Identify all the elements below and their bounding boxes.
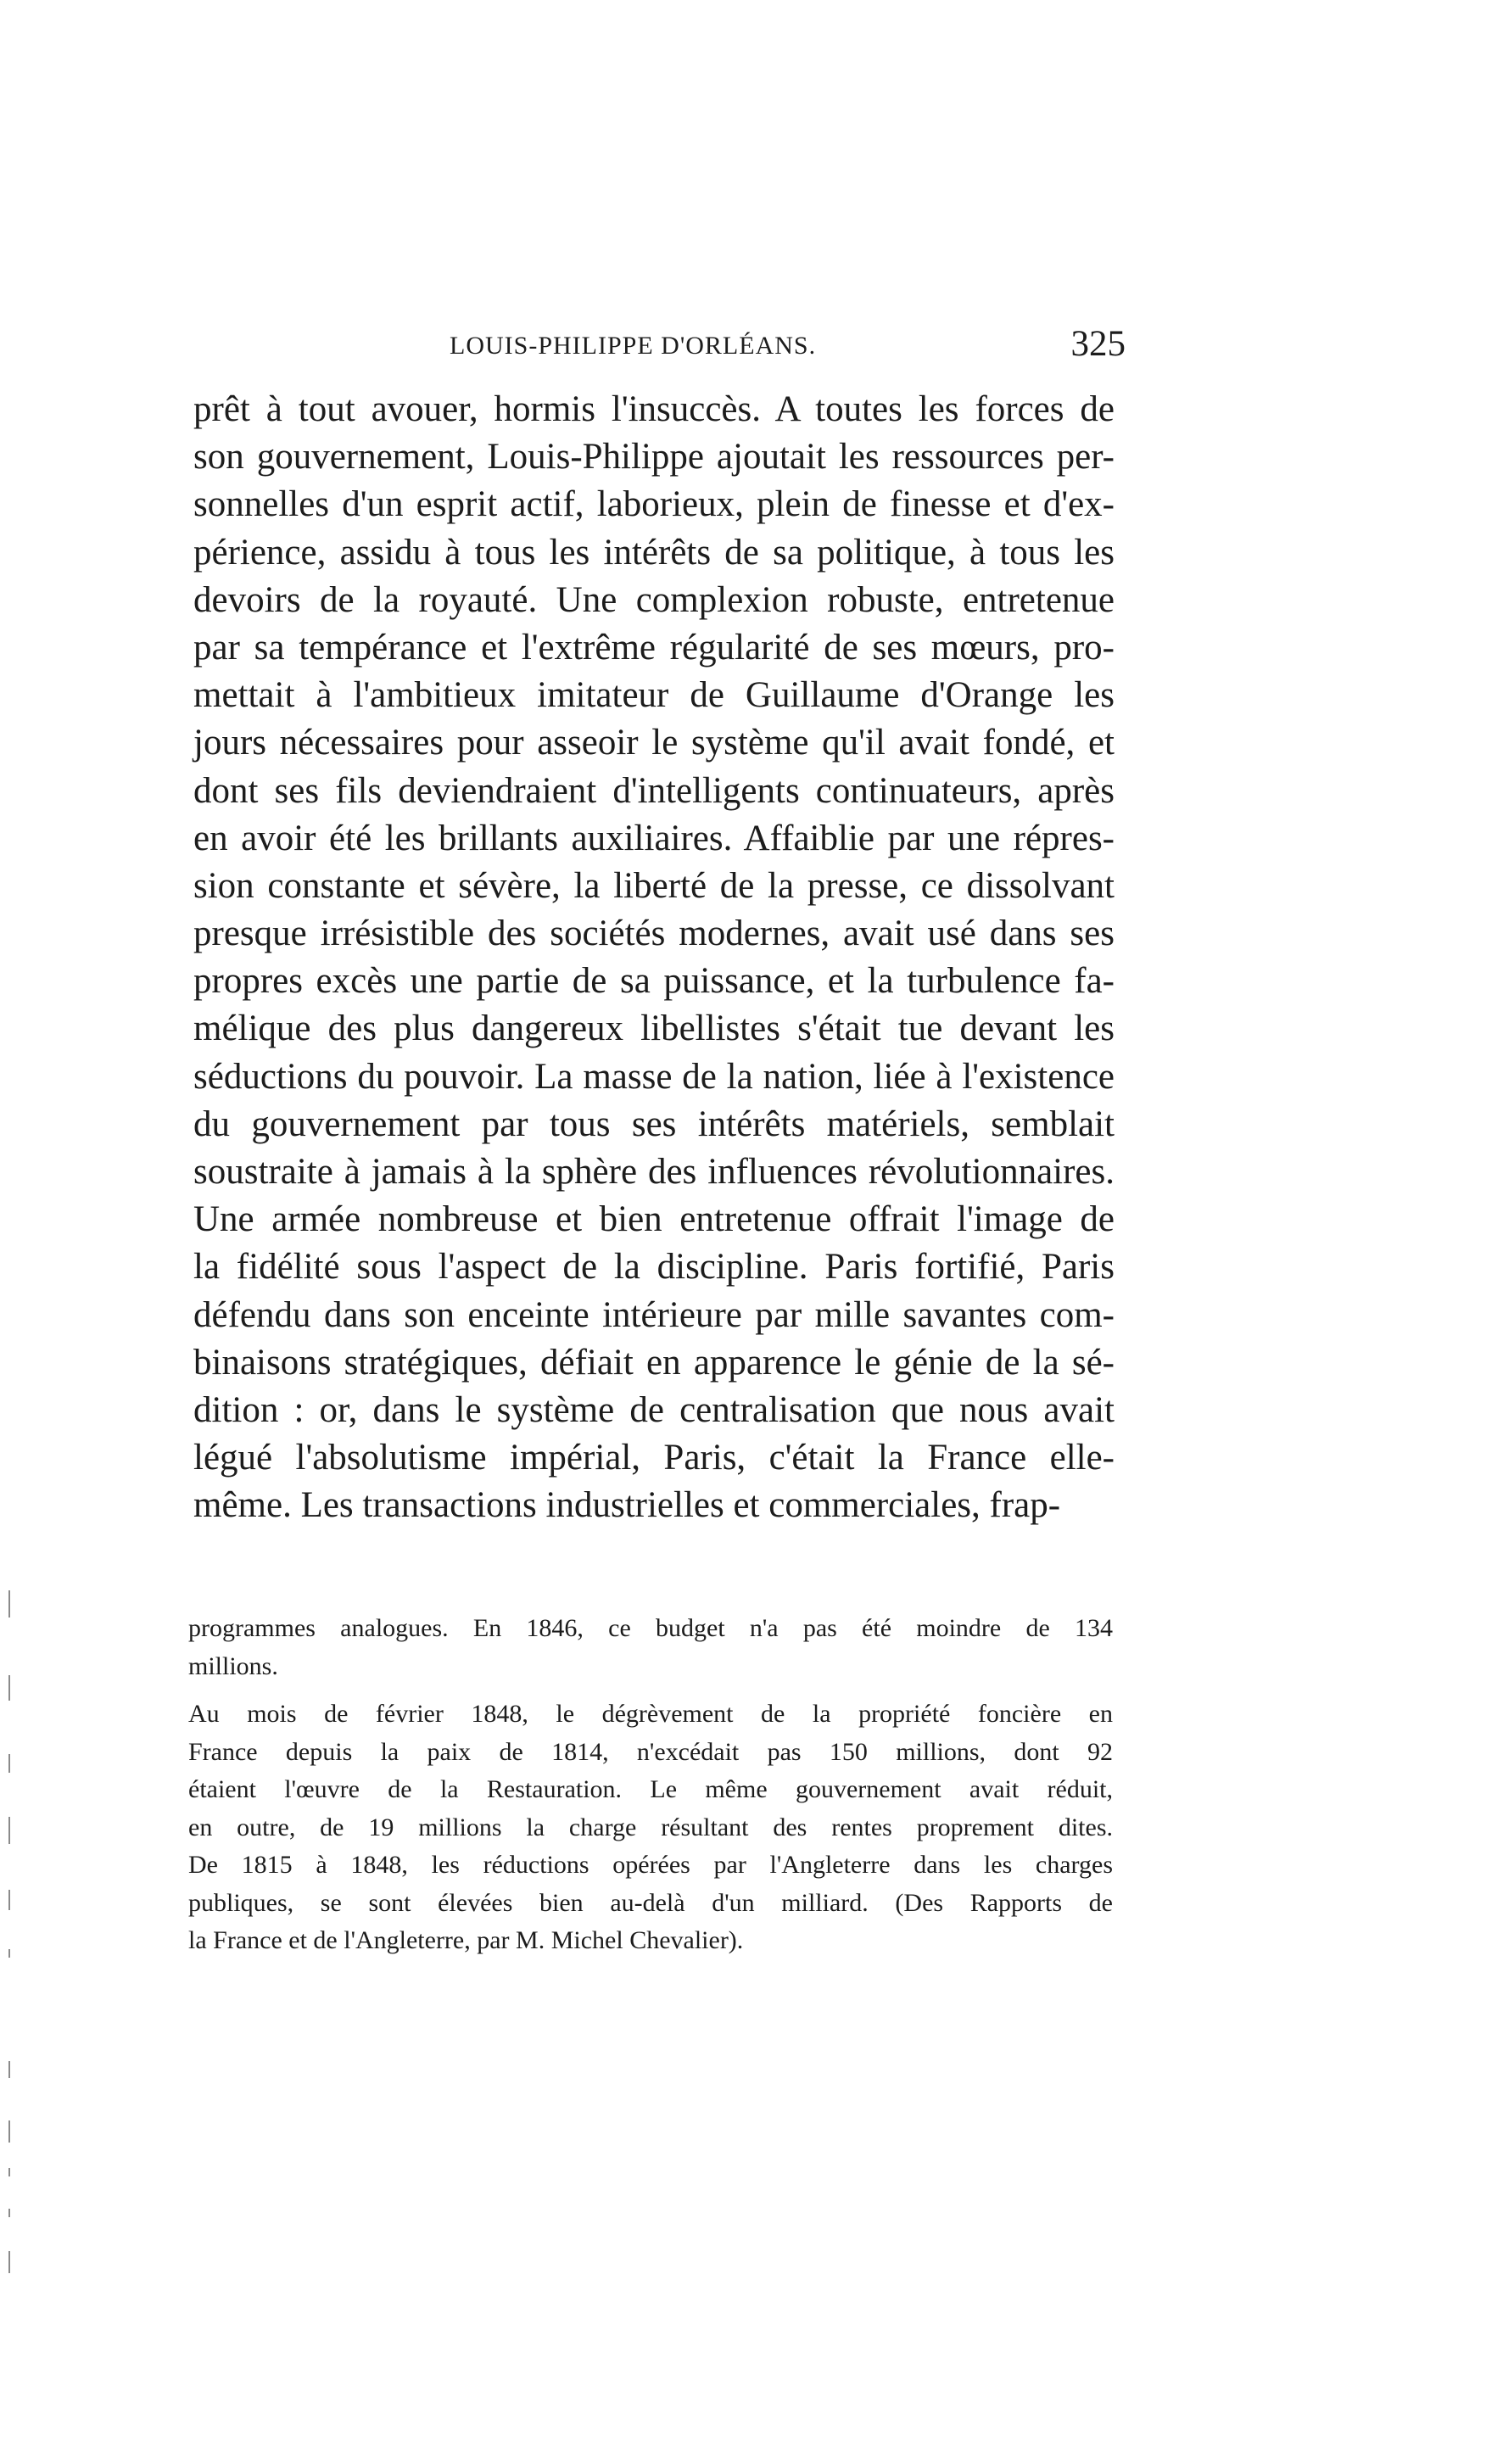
footnote-line: en outre, de 19 millions la charge résultant des rentes proprement dites. bbox=[188, 1813, 1113, 1841]
footnote-line: la France et de l'Angleterre, par M. Michel Chevalier). bbox=[188, 1926, 744, 1954]
scan-mark bbox=[8, 2168, 10, 2176]
footnote-gap bbox=[188, 1685, 1113, 1696]
body-line: du gouvernement par tous ses intérêts matériels, semblait bbox=[193, 1103, 1115, 1144]
footnote-line: De 1815 à 1848, les réductions opérées par l'Angleterre dans les charges bbox=[188, 1851, 1113, 1879]
body-line: séductions du pouvoir. La masse de la nation, liée à l'existence bbox=[193, 1056, 1115, 1097]
footnote bbox=[188, 1696, 1113, 1960]
body-line: son gouvernement, Louis-Philippe ajoutait les ressources per- bbox=[193, 437, 1115, 478]
body-line: dition : or, dans le système de centralisation que nous avait bbox=[193, 1389, 1115, 1430]
scan-mark bbox=[8, 1890, 10, 1910]
body-line: dont ses fils deviendraient d'intelligents continuateurs, après bbox=[193, 770, 1115, 811]
scan-mark bbox=[8, 1754, 10, 1773]
body-line: même. Les transactions industrielles et commerciales, frap- bbox=[193, 1485, 1061, 1526]
body-line: propres excès une partie de sa puissance, et la turbulence fa- bbox=[193, 961, 1115, 1002]
body-line: Une armée nombreuse et bien entretenue offrait l'image de bbox=[193, 1199, 1115, 1240]
footnote-line: millions. bbox=[188, 1651, 278, 1680]
body-line: par sa tempérance et l'extrême régularité de ses mœurs, pro- bbox=[193, 627, 1115, 668]
footnote bbox=[188, 1610, 1113, 1685]
footnote-line: étaient l'œuvre de la Restauration. Le même gouvernement avait réduit, bbox=[188, 1775, 1113, 1803]
scan-mark bbox=[8, 1590, 10, 1618]
body-line: jours nécessaires pour asseoir le système qu'il avait fondé, et bbox=[193, 723, 1115, 763]
footnote-line: France depuis la paix de 1814, n'excédait pas 150 millions, dont 92 bbox=[188, 1737, 1113, 1766]
body-text bbox=[193, 386, 1115, 1530]
body-line: soustraite à jamais à la sphère des influences révolutionnaires. bbox=[193, 1152, 1115, 1192]
footnote-line: Au mois de février 1848, le dégrèvement de la propriété foncière en bbox=[188, 1700, 1113, 1728]
scan-mark bbox=[8, 1817, 10, 1844]
running-head bbox=[199, 318, 1126, 369]
scan-mark bbox=[8, 2209, 10, 2217]
scan-margin-marks bbox=[0, 0, 17, 2464]
footnotes bbox=[188, 1610, 1113, 1960]
body-line: sion constante et sévère, la liberté de la presse, ce dissolvant bbox=[193, 865, 1115, 906]
body-line: périence, assidu à tous les intérêts de sa politique, à tous les bbox=[193, 532, 1115, 573]
body-line: devoirs de la royauté. Une complexion robuste, entretenue bbox=[193, 579, 1115, 620]
scan-mark bbox=[8, 2251, 10, 2273]
page-number: 325 bbox=[1070, 324, 1126, 364]
scan-mark bbox=[8, 1949, 10, 1958]
body-line: binaisons stratégiques, défiait en apparence le génie de la sé- bbox=[193, 1342, 1115, 1383]
footnote-line: publiques, se sont élevées bien au-delà d'un milliard. (Des Rapports de bbox=[188, 1888, 1113, 1917]
body-line: en avoir été les brillants auxiliaires. Affaiblie par une répres- bbox=[193, 818, 1115, 858]
scan-mark bbox=[8, 2061, 10, 2078]
body-line: légué l'absolutisme impérial, Paris, c'était la France elle- bbox=[193, 1438, 1115, 1478]
body-line: la fidélité sous l'aspect de la discipline. Paris fortifié, Paris bbox=[193, 1247, 1115, 1288]
body-line: prêt à tout avouer, hormis l'insuccès. A toutes les forces de bbox=[193, 389, 1115, 429]
body-line: mettait à l'ambitieux imitateur de Guillaume d'Orange les bbox=[193, 675, 1115, 716]
footnote-line: programmes analogues. En 1846, ce budget n'a pas été moindre de 134 bbox=[188, 1614, 1113, 1642]
scan-mark bbox=[8, 1675, 10, 1701]
running-title: LOUIS-PHILIPPE D'ORLÉANS. bbox=[450, 332, 817, 360]
scan-mark bbox=[8, 2120, 10, 2143]
body-line: défendu dans son enceinte intérieure par mille savantes com- bbox=[193, 1294, 1115, 1335]
body-line: presque irrésistible des sociétés modernes, avait usé dans ses bbox=[193, 914, 1115, 954]
body-line: sonnelles d'un esprit actif, laborieux, plein de finesse et d'ex- bbox=[193, 484, 1115, 525]
body-line: mélique des plus dangereux libellistes s'était tue devant les bbox=[193, 1009, 1115, 1049]
